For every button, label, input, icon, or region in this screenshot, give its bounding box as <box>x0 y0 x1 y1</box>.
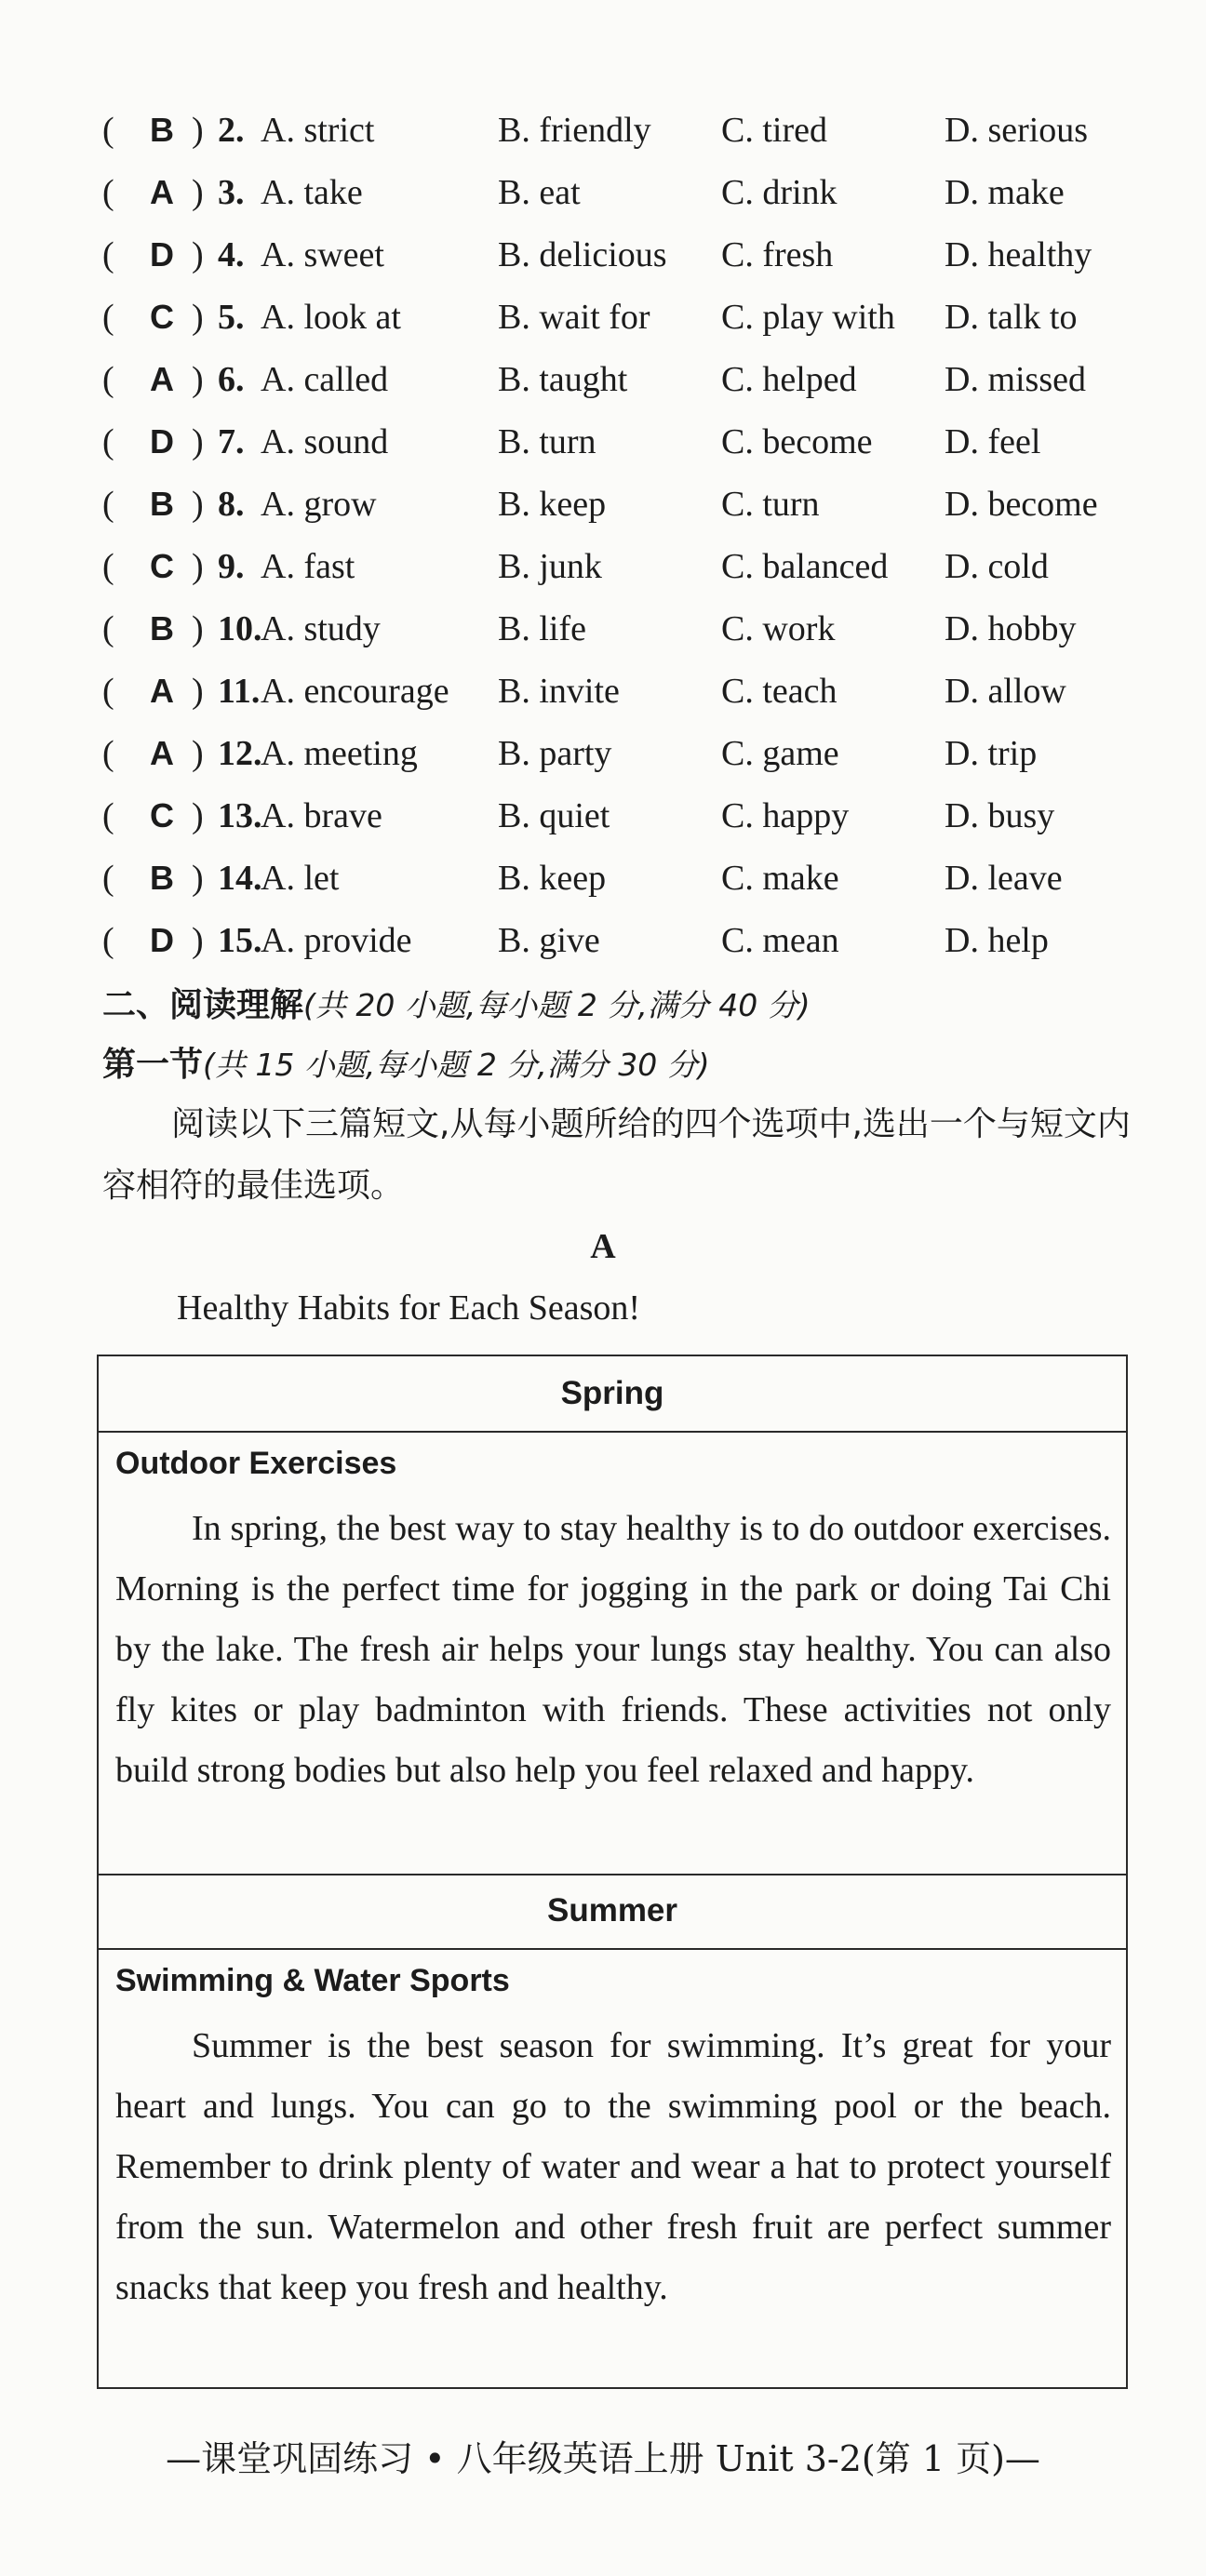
option-a: A. grow <box>261 485 377 524</box>
question-number: 9. <box>218 547 245 586</box>
option-c: C. happy <box>721 796 850 835</box>
paren-right: ) <box>192 422 204 461</box>
season-header-spring: Spring <box>560 1375 664 1411</box>
paren-right: ) <box>192 298 204 337</box>
option-b: B. invite <box>498 672 620 711</box>
question-row <box>102 416 1163 478</box>
answer-letter: B <box>150 485 174 523</box>
option-b: B. party <box>498 734 612 773</box>
section-title: 二、阅读理解 <box>102 986 304 1024</box>
paren-left: ( <box>102 235 114 274</box>
option-b: B. give <box>498 921 600 960</box>
option-c: C. tired <box>721 111 827 150</box>
paren-right: ) <box>192 360 204 399</box>
option-b: B. eat <box>498 173 581 212</box>
season-header-summer: Summer <box>546 1892 678 1929</box>
option-c: C. drink <box>721 173 838 212</box>
option-d: D. talk to <box>945 298 1078 337</box>
answer-letter: D <box>150 422 174 460</box>
paren-right: ) <box>192 672 204 711</box>
answer-letter: C <box>150 547 174 585</box>
answer-letter: B <box>150 111 174 149</box>
option-c: C. helped <box>721 360 857 399</box>
option-d: D. serious <box>945 111 1089 150</box>
option-d: D. missed <box>945 360 1086 399</box>
paren-right: ) <box>192 485 204 524</box>
summer-text: Summer is the best season for swimming. It’s great for your heart and lungs. You can go to the swimming pool or the beach. Remember to drink plenty of water and wear a hat to protect yourself from the sun. Watermelon and other fresh fruit are perfect summer snacks that keep you fresh and healthy. <box>115 2026 1111 2307</box>
question-row <box>102 603 1163 665</box>
paren-left: ( <box>102 734 114 773</box>
question-row <box>102 914 1163 977</box>
paren-right: ) <box>192 921 204 960</box>
section-detail: (共 20 小题,每小题 2 分,满分 40 分) <box>303 987 811 1023</box>
paren-left: ( <box>102 360 114 399</box>
option-b: B. quiet <box>498 796 610 835</box>
option-b: B. keep <box>498 859 607 898</box>
paren-right: ) <box>192 796 204 835</box>
question-row <box>102 727 1163 790</box>
question-number: 13. <box>218 796 262 835</box>
option-d: D. become <box>945 485 1098 524</box>
paren-left: ( <box>102 859 114 898</box>
option-b: B. turn <box>498 422 596 461</box>
option-c: C. turn <box>721 485 820 524</box>
question-row <box>102 665 1163 727</box>
paren-right: ) <box>192 547 204 586</box>
paren-left: ( <box>102 796 114 835</box>
section-heading-reading <box>102 979 811 1026</box>
option-a: A. study <box>261 609 381 648</box>
option-d: D. healthy <box>945 235 1092 274</box>
paren-left: ( <box>102 422 114 461</box>
option-a: A. sweet <box>261 235 384 274</box>
paren-left: ( <box>102 921 114 960</box>
question-row <box>102 291 1163 354</box>
option-c: C. game <box>721 734 839 773</box>
option-b: B. friendly <box>498 111 651 150</box>
option-a: A. sound <box>261 422 389 461</box>
answer-letter: B <box>150 859 174 897</box>
option-c: C. work <box>721 609 836 648</box>
question-number: 6. <box>218 360 245 399</box>
question-row <box>102 852 1163 914</box>
question-number: 7. <box>218 422 245 461</box>
option-c: C. fresh <box>721 235 834 274</box>
option-b: B. keep <box>498 485 607 524</box>
seasons-table <box>97 1355 1128 2389</box>
paren-left: ( <box>102 672 114 711</box>
answer-letter: A <box>150 360 174 398</box>
paren-right: ) <box>192 111 204 150</box>
option-d: D. make <box>945 173 1065 212</box>
question-row <box>102 104 1163 167</box>
page-footer: —课堂巩固练习 • 八年级英语上册 Unit 3-2(第 1 页)— <box>166 2438 1040 2479</box>
paren-right: ) <box>192 173 204 212</box>
divider <box>99 1431 1126 1433</box>
part-heading <box>102 1038 710 1086</box>
summer-heading: Swimming & Water Sports <box>115 1963 510 1998</box>
question-number: 4. <box>218 235 245 274</box>
spring-text: In spring, the best way to stay healthy is to do outdoor exercises. Morning is the perfect time for jogging in the park or doing Tai Chi by the lake. The fresh air helps your lungs stay healthy. You can also fly kites or play badminton with friends. These activities not only build strong bodies but also help you feel relaxed and happy. <box>115 1509 1111 1790</box>
question-number: 5. <box>218 298 245 337</box>
option-d: D. trip <box>945 734 1038 773</box>
answer-letter: A <box>150 173 174 211</box>
answer-letter: A <box>150 734 174 772</box>
answer-letter: C <box>150 298 174 336</box>
paren-left: ( <box>102 485 114 524</box>
question-row <box>102 790 1163 852</box>
option-b: B. life <box>498 609 586 648</box>
paren-left: ( <box>102 609 114 648</box>
paren-left: ( <box>102 298 114 337</box>
paren-left: ( <box>102 173 114 212</box>
answer-letter: D <box>150 235 174 274</box>
answer-letter: A <box>150 672 174 710</box>
option-d: D. help <box>945 921 1049 960</box>
option-b: B. taught <box>498 360 628 399</box>
paren-right: ) <box>192 235 204 274</box>
question-row <box>102 541 1163 603</box>
paren-left: ( <box>102 547 114 586</box>
option-a: A. take <box>261 173 363 212</box>
option-a: A. provide <box>261 921 412 960</box>
option-c: C. make <box>721 859 839 898</box>
option-b: B. wait for <box>498 298 650 337</box>
option-c: C. balanced <box>721 547 889 586</box>
option-a: A. strict <box>261 111 375 150</box>
option-b: B. delicious <box>498 235 667 274</box>
question-number: 8. <box>218 485 245 524</box>
passage-title: Healthy Habits for Each Season! <box>177 1288 641 1328</box>
paren-right: ) <box>192 859 204 898</box>
option-b: B. junk <box>498 547 602 586</box>
instructions: 阅读以下三篇短文,从每小题所给的四个选项中,选出一个与短文内容相符的最佳选项。 <box>102 1105 1131 1205</box>
question-number: 15. <box>218 921 262 960</box>
multiple-choice-list <box>102 104 1163 977</box>
question-number: 2. <box>218 111 245 150</box>
question-row <box>102 167 1163 229</box>
option-d: D. busy <box>945 796 1055 835</box>
answer-letter: D <box>150 921 174 959</box>
option-c: C. mean <box>721 921 839 960</box>
option-d: D. cold <box>945 547 1049 586</box>
option-d: D. leave <box>945 859 1063 898</box>
option-a: A. let <box>261 859 340 898</box>
paren-right: ) <box>192 609 204 648</box>
option-a: A. look at <box>261 298 401 337</box>
option-c: C. become <box>721 422 873 461</box>
question-row <box>102 229 1163 291</box>
option-d: D. hobby <box>945 609 1077 648</box>
divider <box>99 1948 1126 1950</box>
option-a: A. encourage <box>261 672 449 711</box>
answer-letter: C <box>150 796 174 834</box>
question-row <box>102 478 1163 541</box>
question-number: 11. <box>218 672 261 711</box>
part-title: 第一节 <box>102 1046 204 1084</box>
option-d: D. allow <box>945 672 1066 711</box>
question-row <box>102 354 1163 416</box>
option-c: C. teach <box>721 672 838 711</box>
spring-heading: Outdoor Exercises <box>115 1446 397 1481</box>
question-number: 14. <box>218 859 262 898</box>
option-d: D. feel <box>945 422 1041 461</box>
option-a: A. fast <box>261 547 355 586</box>
option-c: C. play with <box>721 298 895 337</box>
question-number: 3. <box>218 173 245 212</box>
option-a: A. brave <box>261 796 382 835</box>
answer-letter: B <box>150 609 174 647</box>
question-number: 12. <box>218 734 262 773</box>
paren-left: ( <box>102 111 114 150</box>
question-number: 10. <box>218 609 262 648</box>
option-a: A. meeting <box>261 734 418 773</box>
paren-right: ) <box>192 734 204 773</box>
part-detail: (共 15 小题,每小题 2 分,满分 30 分) <box>203 1047 710 1083</box>
passage-letter: A <box>590 1227 616 1266</box>
option-a: A. called <box>261 360 389 399</box>
